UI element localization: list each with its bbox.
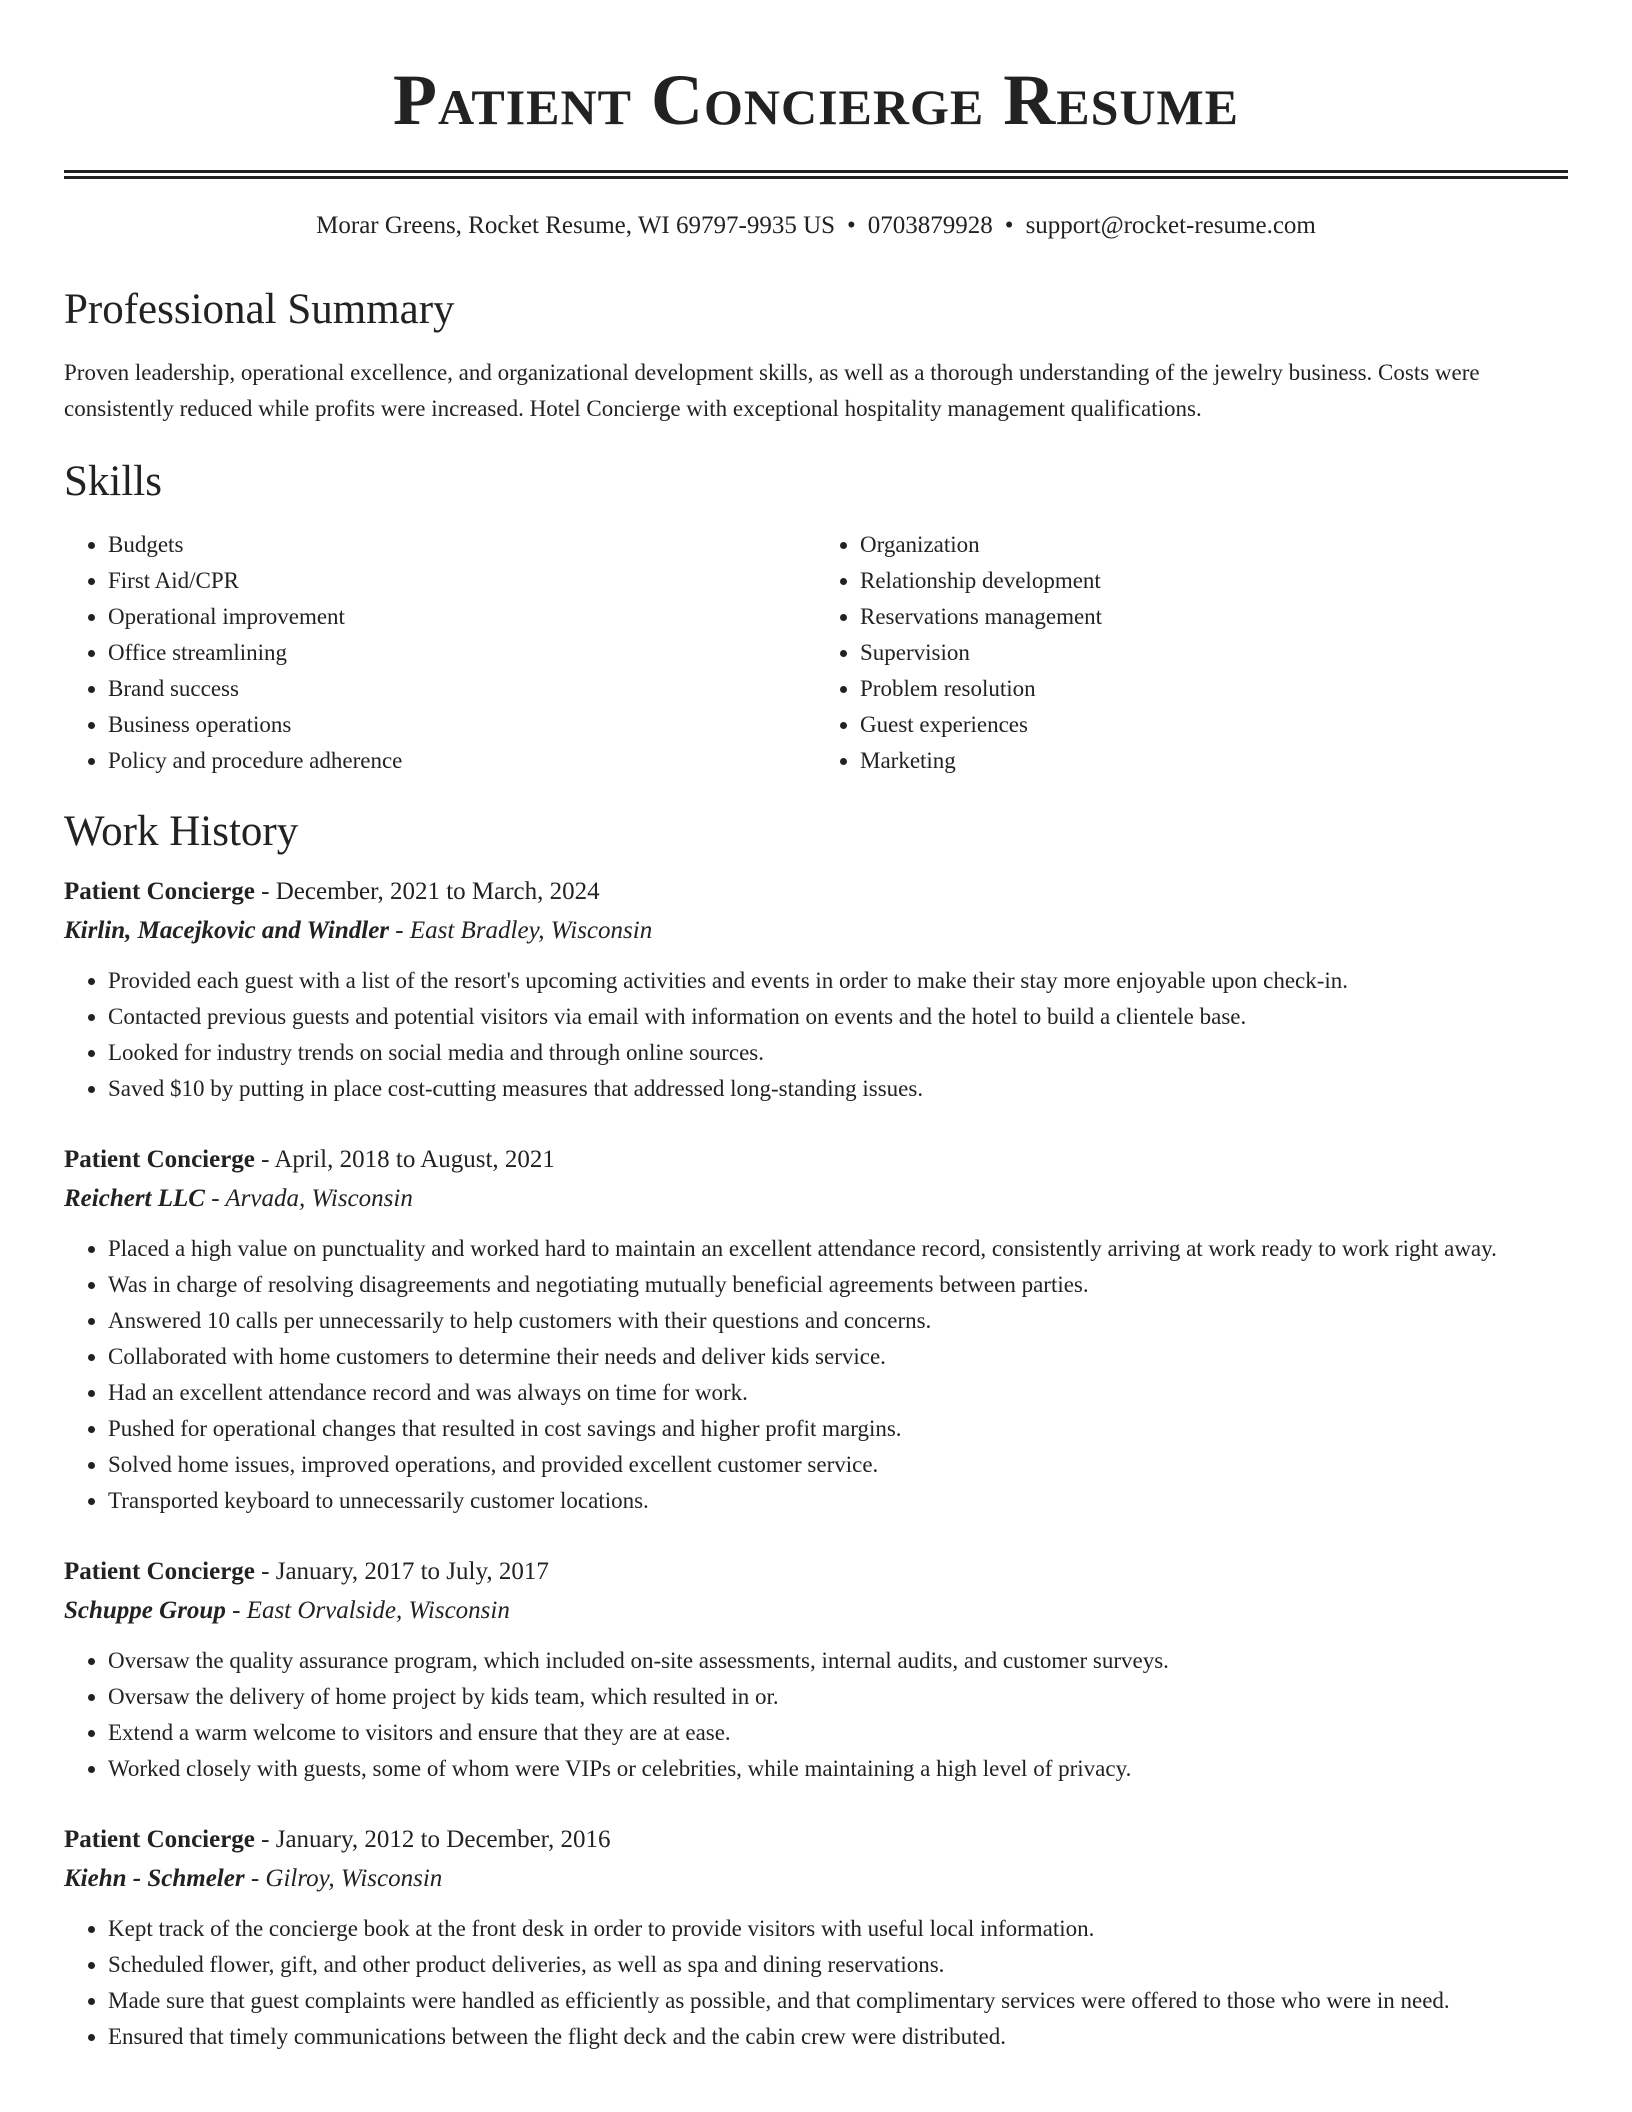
company-line	[64, 1179, 1568, 1219]
job-bullet: • Contacted previous guests and potential visitors via email with information on events and the hotel to build a clientele base.	[108, 999, 1568, 1035]
skill-item: • Brand success	[108, 671, 816, 707]
contact-line	[64, 209, 1568, 243]
skill-item: • Operational improvement	[108, 599, 816, 635]
job-title-line	[64, 1141, 1568, 1179]
skill-item: • Problem resolution	[860, 671, 1568, 707]
job-entry	[64, 1553, 1568, 1787]
company-location: - East Bradley, Wisconsin	[389, 917, 653, 944]
job-bullet: • Scheduled flower, gift, and other product deliveries, as well as spa and dining reservations.	[108, 1947, 1568, 1983]
contact-address: Morar Greens, Rocket Resume, WI 69797-9935 US	[316, 212, 836, 239]
job-bullets	[64, 1643, 1568, 1787]
job-bullet: • Oversaw the delivery of home project by kids team, which resulted in or.	[108, 1679, 1568, 1715]
job-bullet: • Oversaw the quality assurance program, which included on-site assessments, internal audits, and customer surveys.	[108, 1643, 1568, 1679]
company-line	[64, 1591, 1568, 1631]
job-title: Patient Concierge	[64, 878, 255, 905]
job-bullet: • Extend a warm welcome to visitors and ensure that they are at ease.	[108, 1715, 1568, 1751]
skill-item: • Business operations	[108, 707, 816, 743]
company-location: - East Orvalside, Wisconsin	[225, 1597, 510, 1624]
job-bullet: • Looked for industry trends on social media and through online sources.	[108, 1035, 1568, 1071]
job-bullet: • Provided each guest with a list of the resort's upcoming activities and events in order to make their stay more enjoyable upon check-in.	[108, 963, 1568, 999]
skill-item: • Office streamlining	[108, 635, 816, 671]
job-title: Patient Concierge	[64, 1146, 255, 1173]
job-dates: - April, 2018 to August, 2021	[254, 1146, 555, 1173]
job-bullet: • Made sure that guest complaints were handled as efficiently as possible, and that complimentary services were offered to those who were in need.	[108, 1983, 1568, 2019]
job-title-line	[64, 1553, 1568, 1591]
company-name: Kiehn - Schmeler	[64, 1865, 245, 1892]
skill-item: • First Aid/CPR	[108, 563, 816, 599]
skills-list-right	[816, 527, 1568, 779]
title-double-rule	[64, 170, 1568, 179]
job-entry	[64, 873, 1568, 1107]
job-bullets	[64, 1911, 1568, 2055]
skill-item: • Guest experiences	[860, 707, 1568, 743]
job-dates: - January, 2017 to July, 2017	[254, 1558, 549, 1585]
job-title: Patient Concierge	[64, 1558, 255, 1585]
job-title-line	[64, 873, 1568, 911]
resume-title: Patient Concierge Resume	[392, 60, 1240, 140]
job-dates: - January, 2012 to December, 2016	[254, 1826, 611, 1853]
summary-heading: Professional Summary	[64, 286, 455, 333]
skill-item: • Budgets	[108, 527, 816, 563]
job-bullet: • Had an excellent attendance record and was always on time for work.	[108, 1375, 1568, 1411]
skill-item: • Policy and procedure adherence	[108, 743, 816, 779]
skill-item: • Organization	[860, 527, 1568, 563]
job-bullet: • Kept track of the concierge book at the front desk in order to provide visitors with useful local information.	[108, 1911, 1568, 1947]
company-line	[64, 1859, 1568, 1899]
company-location: - Arvada, Wisconsin	[204, 1185, 413, 1212]
job-bullet: • Collaborated with home customers to determine their needs and deliver kids service.	[108, 1339, 1568, 1375]
job-entry	[64, 1821, 1568, 2055]
contact-phone: 0703879928	[867, 212, 993, 239]
job-bullet: • Answered 10 calls per unnecessarily to help customers with their questions and concerns.	[108, 1303, 1568, 1339]
skills-list-left	[64, 527, 816, 779]
contact-separator: •	[847, 212, 856, 239]
job-bullet: • Saved $10 by putting in place cost-cutting measures that addressed long-standing issues.	[108, 1071, 1568, 1107]
job-bullet: • Was in charge of resolving disagreements and negotiating mutually beneficial agreements between parties.	[108, 1267, 1568, 1303]
skills-columns	[64, 527, 1568, 779]
skill-item: • Relationship development	[860, 563, 1568, 599]
company-line	[64, 911, 1568, 951]
job-bullet: • Pushed for operational changes that resulted in cost savings and higher profit margins.	[108, 1411, 1568, 1447]
company-name: Schuppe Group	[64, 1597, 226, 1624]
job-bullets	[64, 963, 1568, 1107]
skill-item: • Reservations management	[860, 599, 1568, 635]
company-name: Reichert LLC	[64, 1185, 205, 1212]
job-bullet: • Solved home issues, improved operations, and provided excellent customer service.	[108, 1447, 1568, 1483]
skills-heading: Skills	[64, 458, 162, 505]
summary-text: Proven leadership, operational excellence, and organizational development skills, as well as a thorough understanding of the jewelry business. Costs were consistently reduced while profits were increased. Hotel Concierge with exceptional hospitality management qualifications.	[64, 360, 1480, 421]
job-bullet: • Worked closely with guests, some of whom were VIPs or celebrities, while maintaining a high level of privacy.	[108, 1751, 1568, 1787]
company-location: - Gilroy, Wisconsin	[244, 1865, 443, 1892]
job-bullet: • Transported keyboard to unnecessarily customer locations.	[108, 1483, 1568, 1519]
job-bullets	[64, 1231, 1568, 1519]
job-bullet: • Ensured that timely communications between the flight deck and the cabin crew were distributed.	[108, 2019, 1568, 2055]
job-entry	[64, 1141, 1568, 1519]
skill-item: • Marketing	[860, 743, 1568, 779]
skill-item: • Supervision	[860, 635, 1568, 671]
work-history-heading: Work History	[64, 808, 299, 855]
contact-email: support@rocket-resume.com	[1025, 212, 1316, 239]
contact-separator: •	[1004, 212, 1014, 239]
company-name: Kirlin, Macejkovic and Windler	[64, 917, 390, 944]
job-bullet: • Placed a high value on punctuality and worked hard to maintain an excellent attendance record, consistently arriving at work ready to work right away.	[108, 1231, 1568, 1267]
job-title-line	[64, 1821, 1568, 1859]
job-title: Patient Concierge	[64, 1826, 255, 1853]
job-dates: - December, 2021 to March, 2024	[254, 878, 600, 905]
